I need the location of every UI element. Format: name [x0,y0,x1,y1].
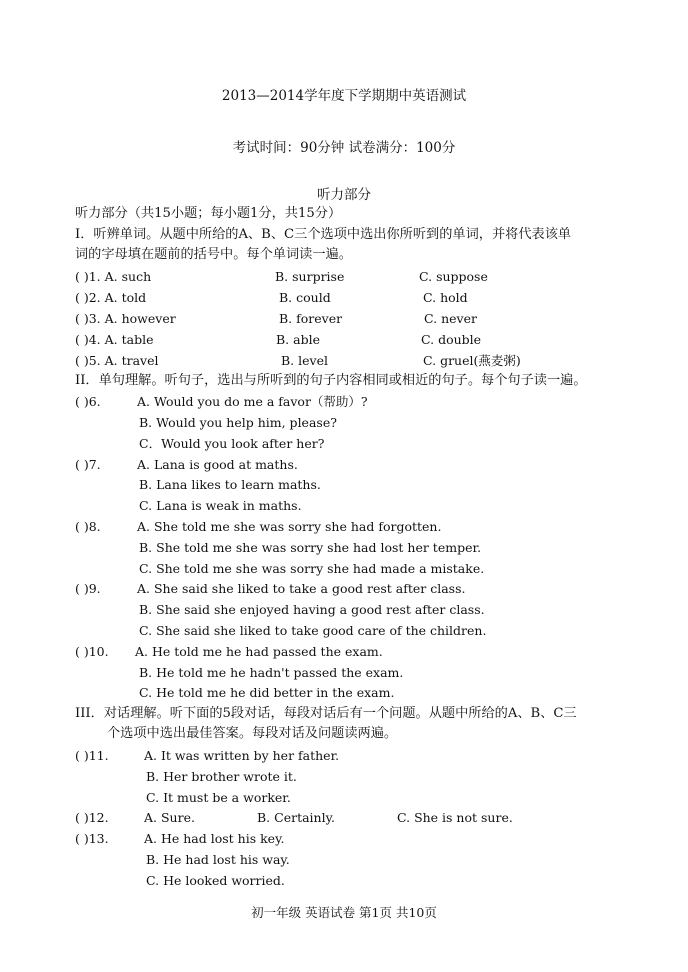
q12-option-b: B. Certainly. [257,810,335,825]
question-13[interactable]: ( )13. [75,831,109,846]
question-2[interactable]: ( )2. A. told [75,290,147,305]
q11-option-a: A. It was written by her father. [144,748,340,763]
question-12[interactable]: ( )12. [75,810,109,825]
part2-heading: II．单句理解。听句子，选出与所听到的句子内容相同或相近的句子。每个句子读一遍。 [75,373,587,388]
part3-heading-line2: 个选项中选出最佳答案。每段对话及问题读两遍。 [107,726,398,741]
q4-option-c: C. double [421,332,482,347]
page-footer: 初一年级 英语试卷 第1页 共10页 [251,905,437,920]
q7-option-c: C. Lana is weak in maths. [139,498,302,513]
question-3[interactable]: ( )3. A. however [75,311,176,326]
exam-info: 考试时间：90分钟 试卷满分：100分 [232,140,456,156]
q13-option-c: C. He looked worried. [146,873,285,888]
exam-title: 2013—2014学年度下学期期中英语测试 [221,88,467,104]
question-10[interactable]: ( )10. [75,644,109,659]
q13-option-b: B. He had lost his way. [146,852,290,867]
q3-option-b: B. forever [279,311,343,326]
q6-option-b: B. Would you help him, please? [139,415,337,430]
q6-option-c: C．Would you look after her? [139,436,325,451]
q10-option-c: C. He told me he did better in the exam. [139,685,395,700]
question-8[interactable]: ( )8. [75,519,101,534]
q1-option-c: C. suppose [419,269,488,284]
listening-intro: 听力部分（共15小题；每小题1分，共15分） [75,206,342,221]
part1-heading-line2: 词的字母填在题前的括号中。每个单词读一遍。 [75,247,352,262]
question-5[interactable]: ( )5. A. travel [75,353,159,368]
q12-option-c: C. She is not sure. [397,810,513,825]
q8-option-c: C. She told me she was sorry she had made a mistake. [139,561,485,576]
q11-option-c: C. It must be a worker. [146,790,291,805]
question-4[interactable]: ( )4. A. table [75,332,154,347]
q4-option-b: B. able [276,332,320,347]
q10-option-b: B. He told me he hadn't passed the exam. [139,665,404,680]
q8-option-b: B. She told me she was sorry she had lost her temper. [139,540,482,555]
q10-option-a: A. He told me he had passed the exam. [135,644,383,659]
q5-option-b: B. level [281,353,328,368]
q3-option-c: C. never [424,311,477,326]
q6-option-a: A. Would you do me a favor（帮助）? [137,394,368,409]
q1-option-b: B. surprise [275,269,345,284]
question-1[interactable]: ( )1. A. such [75,269,152,284]
part3-heading-line1: III．对话理解。听下面的5段对话，每段对话后有一个问题。从题中所给的A、B、C三 [75,706,577,721]
q7-option-b: B. Lana likes to learn maths. [139,477,321,492]
q7-option-a: A. Lana is good at maths. [137,457,298,472]
q12-option-a: A. Sure. [144,810,195,825]
section-title: 听力部分 [317,187,371,203]
q9-option-b: B. She said she enjoyed having a good rest after class. [139,602,485,617]
q13-option-a: A. He had lost his key. [144,831,285,846]
question-6[interactable]: ( )6. [75,394,101,409]
q11-option-b: B. Her brother wrote it. [146,769,297,784]
question-9[interactable]: ( )9. [75,581,101,596]
question-11[interactable]: ( )11. [75,748,109,763]
q9-option-c: C. She said she liked to take good care of the children. [139,623,487,638]
q2-option-b: B. could [279,290,331,305]
q9-option-a: A. She said she liked to take a good rest after class. [137,581,466,596]
q2-option-c: C. hold [423,290,468,305]
q8-option-a: A. She told me she was sorry she had forgotten. [137,519,442,534]
q5-option-c: C. gruel(燕麦粥) [423,353,521,368]
part1-heading-line1: I．听辨单词。从题中所给的A、B、C三个选项中选出你所听到的单词，并将代表该单 [75,227,572,242]
question-7[interactable]: ( )7. [75,457,101,472]
